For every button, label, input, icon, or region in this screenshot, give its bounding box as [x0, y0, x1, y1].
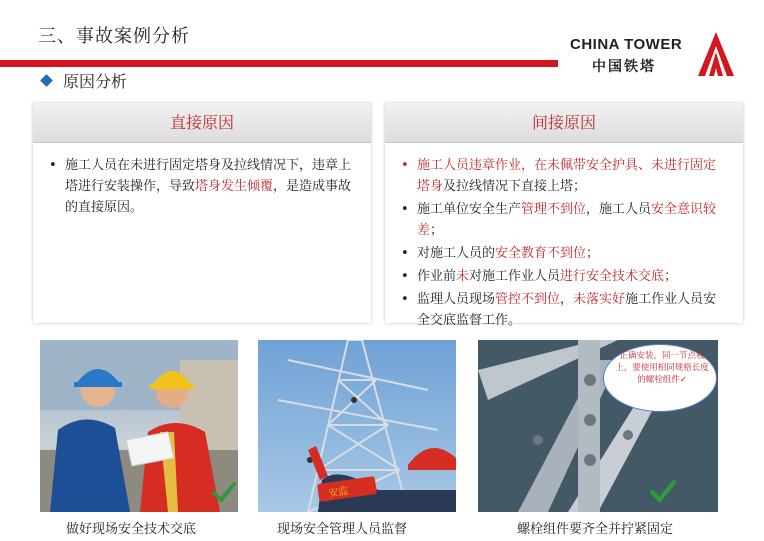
bullet-icon: •: [401, 269, 409, 284]
china-tower-logo: [570, 30, 750, 78]
indirect-cause-panel: [385, 103, 743, 328]
indirect-cause-item: • 监理人员现场管控不到位，未落实好施工作业人员安全交底监督工作。: [395, 289, 725, 331]
photo-caption-2: 现场安全管理人员监督: [277, 522, 408, 537]
indirect-cause-item: • 作业前未对施工作业人员进行安全技术交底；: [395, 266, 725, 287]
direct-cause-item: • 施工人员在未进行固定塔身及拉线情况下，违章上塔进行安装操作，导致塔身发生倾覆，是造成事故的直接原因。: [43, 155, 353, 218]
tower-logo-icon: [694, 30, 738, 78]
callout-bubble-text: 正确安装，同一节点板上，要使用相同规格长度的螺栓组件✓: [615, 351, 709, 385]
indirect-cause-heading: 间接原因: [385, 103, 743, 143]
section-label: 原因分析: [63, 72, 128, 91]
bullet-icon: •: [401, 292, 409, 307]
green-check-icon: [650, 478, 676, 504]
supervision-photo: [258, 340, 456, 512]
armband-text: 安监: [327, 485, 350, 500]
title-divider-bar: [0, 60, 558, 67]
bullet-icon: •: [401, 246, 409, 261]
bullet-icon: •: [401, 158, 409, 173]
indirect-cause-item: • 对施工人员的安全教育不到位；: [395, 243, 725, 264]
photo-caption-3: 螺栓组件要齐全并拧紧固定: [517, 522, 674, 537]
diamond-bullet-icon: [40, 74, 53, 87]
logo-text-en: CHINA TOWER: [570, 36, 683, 53]
safety-briefing-illustration: [40, 340, 238, 512]
section-heading: [42, 69, 127, 92]
indirect-cause-item: • 施工人员违章作业，在未佩带安全护具、未进行固定塔身及拉线情况下直接上塔；: [395, 155, 725, 197]
direct-cause-heading: 直接原因: [33, 103, 371, 143]
tower-supervision-illustration: [258, 340, 456, 512]
indirect-cause-item: • 施工单位安全生产管理不到位，施工人员安全意识较差；: [395, 199, 725, 241]
green-check-icon: [212, 480, 236, 504]
photo-caption-1: 做好现场安全技术交底: [66, 522, 197, 537]
logo-text-cn: 中国铁塔: [592, 59, 656, 75]
direct-cause-panel: [33, 103, 371, 323]
bullet-icon: •: [49, 158, 57, 173]
page-title: 三、事故案例分析: [38, 26, 190, 47]
bullet-icon: •: [401, 202, 409, 217]
safety-briefing-photo: [40, 340, 238, 512]
